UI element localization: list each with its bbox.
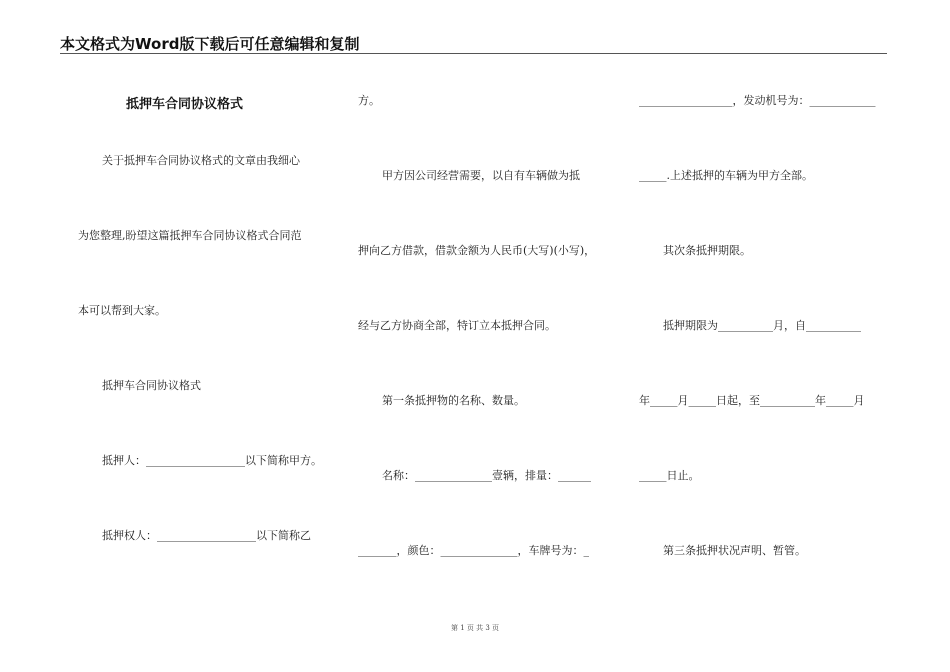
col2-line-3: 押向乙方借款，借款金额为人民币(大写)(小写)， (358, 244, 596, 257)
col1-line-4: 抵押车合同协议格式 (102, 379, 201, 392)
col3-line-1: _________________，发动机号为：____________ (639, 94, 876, 107)
header-divider (60, 53, 887, 54)
col2-line-2: 甲方因公司经营需要，以自有车辆做为抵 (382, 169, 580, 182)
col2-line-5: 第一条抵押物的名称、数量。 (382, 394, 525, 407)
col1-line-5: 抵押人：__________________以下简称甲方。 (102, 454, 322, 467)
col1-line-2: 为您整理,盼望这篇抵押车合同协议格式合同范 (78, 229, 302, 242)
col1-line-3: 本可以帮到大家。 (78, 304, 166, 317)
col3-line-2: _____.上述抵押的车辆为甲方全部。 (639, 169, 813, 182)
col1-line-1: 关于抵押车合同协议格式的文章由我细心 (102, 154, 300, 167)
col2-line-1: 方。 (358, 94, 380, 107)
col3-line-5: 年_____月_____日起，至__________年_____月 (639, 394, 865, 407)
col2-line-7: _______，颜色：______________，车牌号为：_ (358, 544, 589, 557)
col3-line-4: 抵押期限为__________月，自__________ (663, 319, 861, 332)
col3-line-6: _____日止。 (639, 469, 700, 482)
col3-line-7: 第三条抵押状况声明、暂管。 (663, 544, 806, 557)
page-number-footer: 第 1 页 共 3 页 (450, 624, 500, 632)
col1-line-6: 抵押权人：__________________以下简称乙 (102, 529, 311, 542)
col2-line-4: 经与乙方协商全部，特订立本抵押合同。 (358, 319, 556, 332)
col2-line-6: 名称：______________壹辆，排量：______ (382, 469, 591, 482)
document-title: 抵押车合同协议格式 (126, 97, 244, 112)
col3-line-3: 其次条抵押期限。 (663, 244, 751, 257)
page-header-title: 本文格式为Word版下载后可任意编辑和复制 (60, 35, 360, 53)
